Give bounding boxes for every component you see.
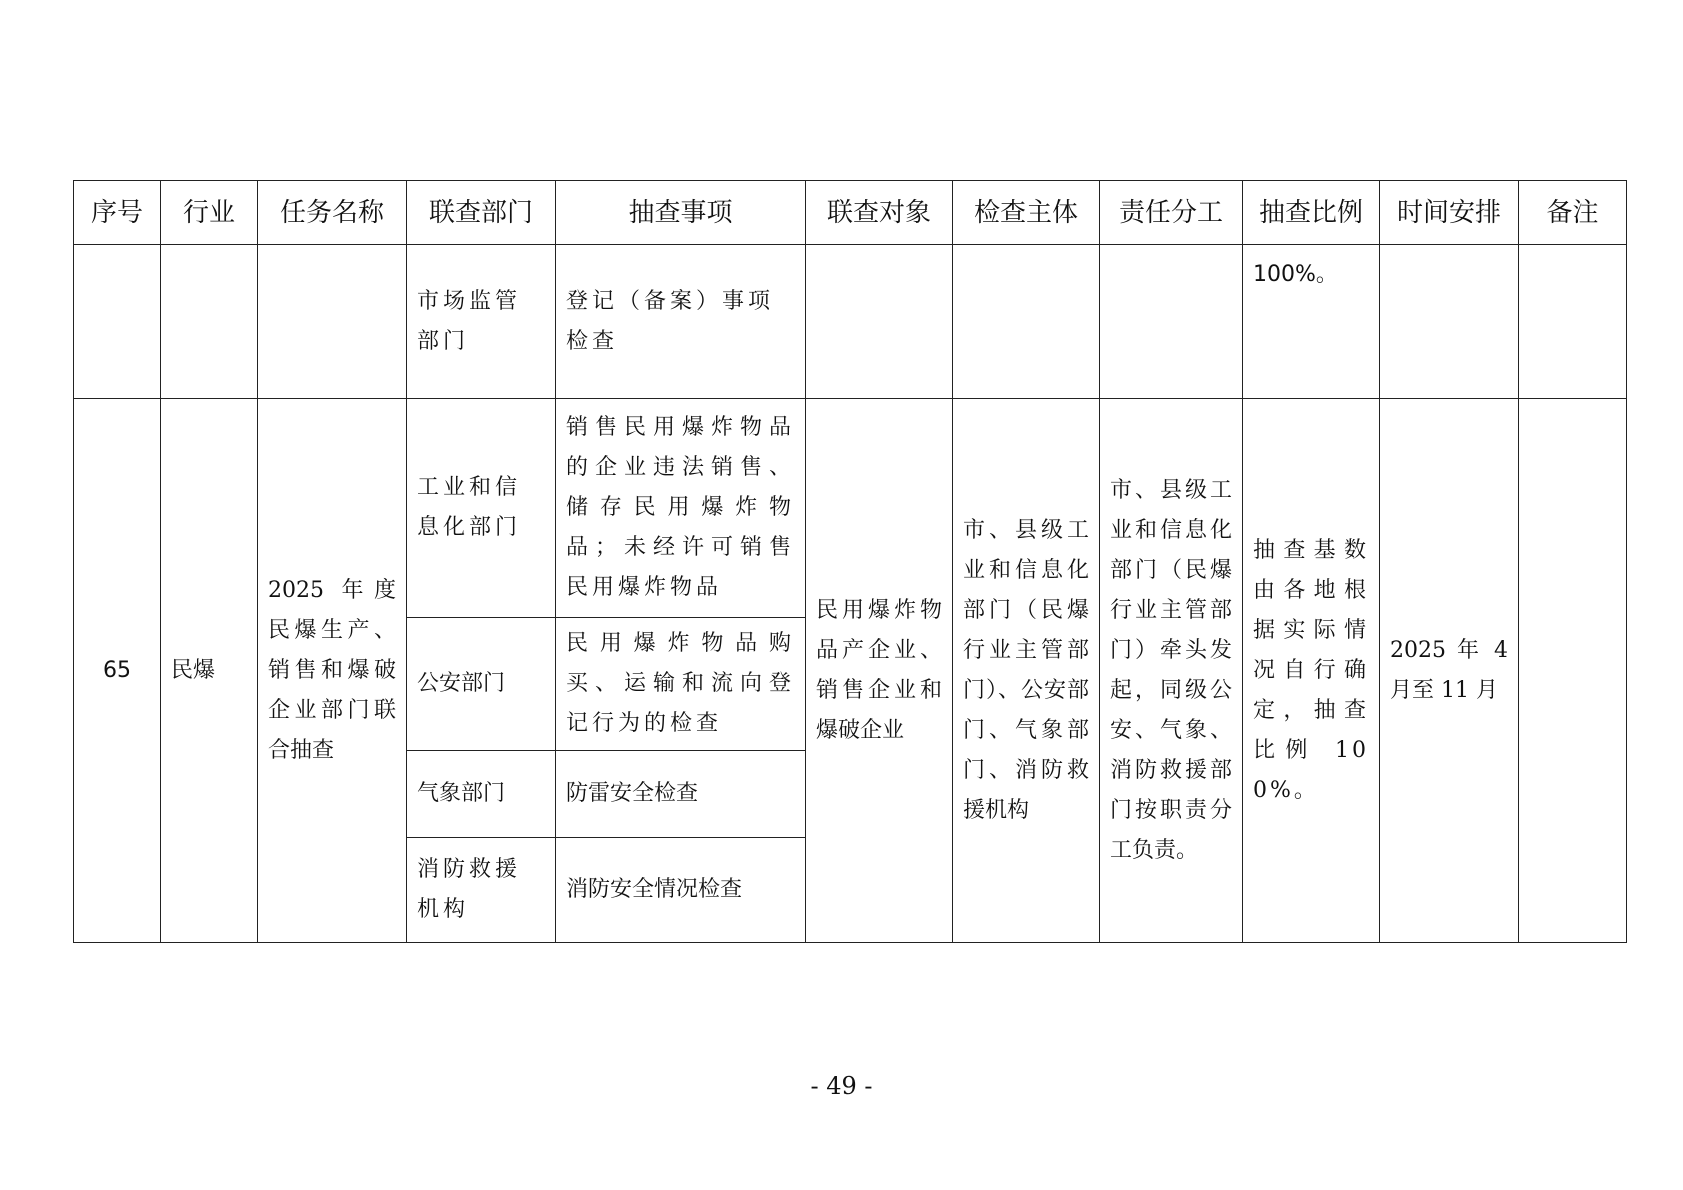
cell-empty [953,245,1100,399]
cell-subject: 市、县级工业和信息化部门（民爆行业主管部门）、公安部门、气象部门、消防救援机构 [953,399,1100,943]
header-department: 联查部门 [407,181,556,245]
cell-empty [258,245,407,399]
cell-industry: 民爆 [161,399,258,943]
header-item: 抽查事项 [556,181,806,245]
header-row [74,181,1627,245]
cell-empty [1519,245,1627,399]
cell-department: 公安部门 [407,618,556,751]
header-industry: 行业 [161,181,258,245]
cell-item: 登记（备案）事项检查 [556,245,806,399]
cell-department: 消防救援机构 [407,838,556,943]
cell-empty [74,245,161,399]
cell-item: 消防安全情况检查 [556,838,806,943]
header-responsibility: 责任分工 [1100,181,1243,245]
cell-target: 民用爆炸物品产企业、销售企业和爆破企业 [806,399,953,943]
cell-schedule: 2025 年 4 月至 11 月 [1380,399,1519,943]
cell-remark [1519,399,1627,943]
page-number: - 49 - [810,1072,873,1100]
cell-index: 65 [74,399,161,943]
cell-department: 市场监管部门 [407,245,556,399]
cell-item: 销售民用爆炸物品的企业违法销售、储存民用爆炸物品；未经许可销售民用爆炸物品 [556,399,806,618]
header-index: 序号 [74,181,161,245]
header-target: 联查对象 [806,181,953,245]
header-subject: 检查主体 [953,181,1100,245]
cell-department: 工业和信息化部门 [407,399,556,618]
table-row-continued [74,245,1627,399]
cell-task: 2025 年度民爆生产、销售和爆破企业部门联合抽查 [258,399,407,943]
cell-empty [1380,245,1519,399]
header-task: 任务名称 [258,181,407,245]
cell-empty [161,245,258,399]
cell-empty [1100,245,1243,399]
inspection-table [73,180,1627,943]
table-row-65 [74,399,1627,618]
cell-department: 气象部门 [407,751,556,838]
header-ratio: 抽查比例 [1243,181,1380,245]
cell-ratio: 100%。 [1243,245,1380,399]
header-remark: 备注 [1519,181,1627,245]
cell-ratio: 抽查基数由各地根据实际情况自行确定，抽查比例 100%。 [1243,399,1380,943]
cell-empty [806,245,953,399]
cell-item: 民用爆炸物品购买、运输和流向登记行为的检查 [556,618,806,751]
header-schedule: 时间安排 [1380,181,1519,245]
cell-responsibility: 市、县级工业和信息化部门（民爆行业主管部门）牵头发起，同级公安、气象、消防救援部门按职责分工负责。 [1100,399,1243,943]
cell-item: 防雷安全检查 [556,751,806,838]
